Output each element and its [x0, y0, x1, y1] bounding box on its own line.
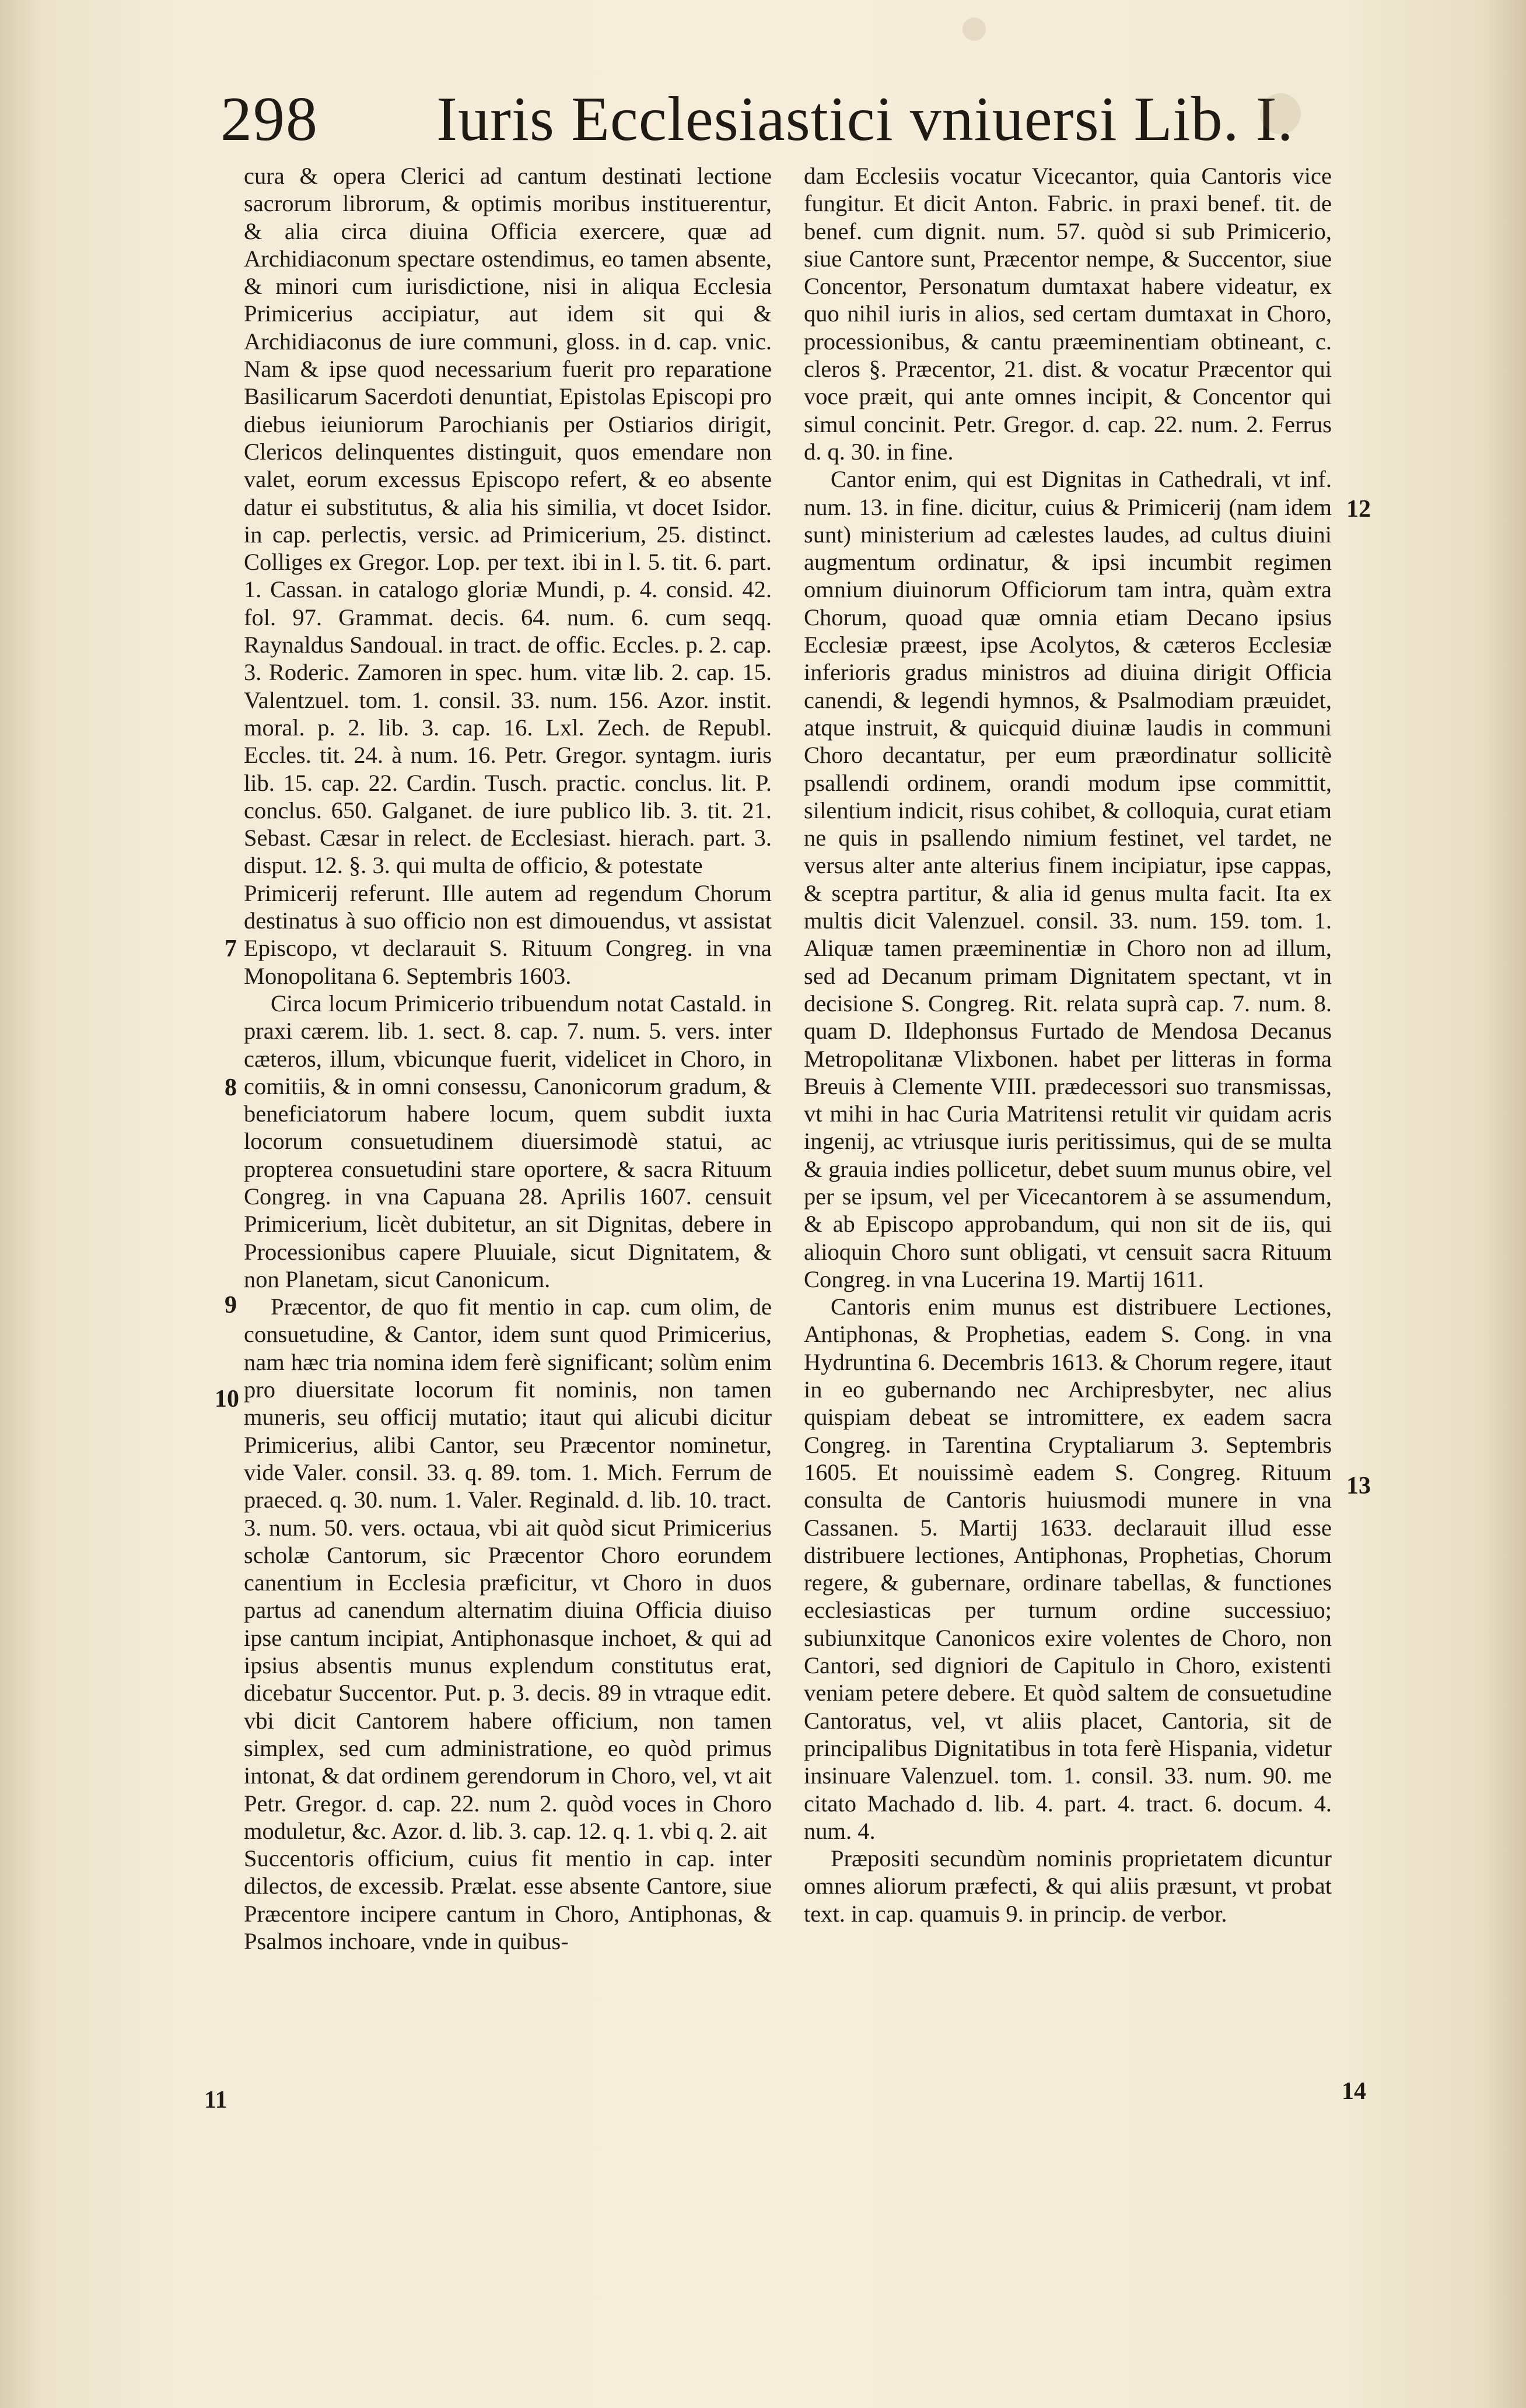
paragraph: cura & opera Clerici ad cantum destinati lectione sacrorum librorum, & optimis moribus instituerentur, & alia circa diuina Officia exercere, quæ ad Archidiaconum spectare ostendimus, eo tamen absente, & minori cum iurisdictione, nisi in aliqua Ecclesia Primicerius accipiatur, aut idem sit qui & Archidiaconus de iure communi, gloss. in d. cap. vnic. Nam & ipse quod necessarium fuerit pro reparatione Basilicarum Sacerdoti denuntiat, Epistolas Episcopi pro diebus ieiuniorum Parochianis per Ostiarios dirigit, Clericos delinquentes distinguit, quos emendare non valet, eorum excessus Episcopo refert, & eo absente datur ei substitutus, & alia his similia, vt docet Isidor. in cap. perlectis, versic. ad Primicerium, 25. distinct. Colliges ex Gregor. Lop. per text. ibi in l. 5. tit. 6. part. 1. Cassan. in catalogo gloriæ Mundi, p. 4. consid. 42. fol. 97. Grammat. decis. 64. num. 6. cum seqq. Raynaldus Sandoual. in tract. de offic. Eccles. p. 2. cap. 3. Roderic. Zamoren in spec. hum. vitæ lib. 2. cap. 15. Valentzuel. tom. 1. consil. 33. num. 156. Azor. instit. moral. p. 2. lib. 3. cap. 16. Lxl. Zech. de Republ. Eccles. tit. 24. à num. 16. Petr. Gregor. syntagm. iuris lib. 15. cap. 22. Cardin. Tusch. practic. conclus. lit. P. conclus. 650. Galganet. de iure publico lib. 3. tit. 21. Sebast. Cæsar in relect. de Ecclesiast. hierach. part. 3. disput. 12. §. 3. qui multa de officio, & potestate — [244, 163, 772, 879]
page-header — [220, 82, 1329, 157]
margin-number: 11 — [204, 2087, 228, 2113]
margin-number: 7 — [225, 935, 237, 962]
paragraph: Præpositi secundùm nominis proprietatem dicuntur omnes aliorum præfecti, & qui aliis præsunt, vt probat text. in cap. quamuis 9. in princip. de verbor. — [804, 1845, 1332, 1927]
margin-number: 8 — [225, 1074, 237, 1101]
paper-stain — [1260, 93, 1301, 134]
paragraph: Cantor enim, qui est Dignitas in Cathedrali, vt inf. num. 13. in fine. dicitur, cuius & Primicerij (nam idem sunt) ministerium ad cælestes laudes, ad cultus diuini augmentum ordinatur, & ipsi incumbit regimen omnium diuinorum Officiorum tam intra, quàm extra Chorum, quoad quæ omnia etiam Decano ipsius Ecclesiæ præest, ipse Acolytos, & cæteros Ecclesiæ inferioris gradus ministros ad diuina dirigit Officia canendi, & legendi hymnos, & Psalmodiam præuidet, atque instruit, & quicquid diuinæ laudis in communi Choro decantatur, per eum præordinatur sollicitè psallendi ordinem, orandi modum ipse committit, silentium indicit, risus cohibet, & colloquia, curat etiam ne quis in psallendo nimium festinet, vel tardet, ne versus alter ante alterius finem incipiatur, ipse cappas, & sceptra partitur, & alia id genus multa facit. Ita ex multis dicit Valenzuel. consil. 33. num. 159. tom. 1. Aliquæ tamen præeminentiæ in Choro non ad illum, sed ad Decanum primam Dignitatem spectant, vt in decisione S. Congreg. Rit. relata suprà cap. 7. num. 8. quam D. Ildephonsus Furtado de Mendosa Decanus Metropolitanæ Vlixbonen. habet per litteras in forma Breuis à Clemente VIII. prædecessori suo transmissas, vt mihi in hac Curia Matritensi retulit vir quidam acris ingenij, ac vtriusque iuris peritissimus, qui de se multa & grauia indies pollicetur, debet suum munus obire, vel per se ipsum, vel per Vicecantorem à se assumendum, & ab Episcopo approbandum, qui non sit de iis, qui alioquin Choro sunt obligati, vt censuit sacra Rituum Congreg. in vna Lucerina 19. Martij 1611. — [804, 466, 1332, 1292]
paragraph: Succentoris officium, cuius fit mentio in cap. inter dilectos, de excessib. Prælat. esse absente Cantore, siue Præcentore incipere cantum in Choro, Antiphonas, & Psalmos inchoare, vnde in quibus- — [244, 1845, 772, 1954]
paragraph: Cantoris enim munus est distribuere Lectiones, Antiphonas, & Prophetias, eadem S. Cong. in vna Hydruntina 6. Decembris 1613. & Chorum regere, itaut in eo gubernando nec Archipresbyter, nec alius quispiam debeat se intromittere, ex eadem sacra Congreg. in Tarentina Cryptaliarum 3. Septembris 1605. Et nouissimè eadem S. Congreg. Rituum consulta de Cantoris huiusmodi munere in vna Cassanen. 5. Martij 1633. declarauit illud esse distribuere lectiones, Antiphonas, Prophetias, Chorum regere, & gubernare, ordinare tabellas, & functiones ecclesiasticas per turnum ordine successiuo; subiunxitque Canonicos exire volentes de Choro, non Cantori, sed digniori de Capitulo in Choro, existenti veniam petere debere. Et quòd saltem de consuetudine Cantoratus, vel, vt aliis placet, Cantoria, sit de principalibus Dignitatibus in tota ferè Hispania, videtur insinuare Valenzuel. tom. 1. consil. 33. num. 90. me citato Machado d. lib. 4. part. 4. tract. 6. docum. 4. num. 4. — [804, 1294, 1332, 1844]
paragraph: dam Ecclesiis vocatur Vicecantor, quia Cantoris vice fungitur. Et dicit Anton. Fabric. in praxi benef. tit. de benef. cum dignit. num. 57. quòd si sub Primicerio, siue Cantore sunt, Præcentor nempe, & Succentor, siue Concentor, Personatum dumtaxat habere videatur, ex quo nihil iuris in alios, sed certam dumtaxat in Choro, processionibus, & cantu præeminentiam obtineant, c. cleros §. Præcentor, 21. dist. & vocatur Præcentor qui voce præit, qui ante omnes incipit, & Concentor qui simul concinit. Petr. Gregor. d. cap. 22. num. 2. Ferrus d. q. 30. in fine. — [804, 163, 1332, 465]
paragraph: Circa locum Primicerio tribuendum notat Castald. in praxi cærem. lib. 1. sect. 8. cap. 7. num. 5. vers. inter cæteros, illum, vbicunque fuerit, videlicet in Choro, in comitiis, & in omni consessu, Canonicorum gradum, & beneficiatorum habere locum, quem subdit iuxta locorum consuetudinem diuersimodè statui, ac propterea consuetudini stare oportere, & sacra Rituum Congreg. in vna Capuana 28. Aprilis 1607. censuit Primicerium, licèt dubitetur, an sit Dignitas, debere in Processionibus capere Pluuiale, sicut Dignitatem, & non Planetam, sicut Canonicum. — [244, 990, 772, 1292]
paper-stain — [963, 17, 986, 41]
running-title: Iuris Ecclesiastici vniuersi Lib. I. — [436, 85, 1294, 154]
paragraph: Primicerij referunt. Ille autem ad regendum Chorum destinatus à suo officio non est dimouendus, vt assistat Episcopo, vt declarauit S. Rituum Congreg. in vna Monopolitana 6. Septembris 1603. — [244, 879, 772, 989]
margin-number: 13 — [1346, 1473, 1371, 1499]
margin-number: 14 — [1342, 2078, 1366, 2105]
margin-number: 9 — [225, 1292, 237, 1319]
margin-number: 10 — [215, 1386, 239, 1412]
page-number: 298 — [220, 85, 318, 154]
left-column — [244, 162, 772, 1955]
paragraph: Præcentor, de quo fit mentio in cap. cum olim, de consuetudine, & Cantor, idem sunt quod Primicerius, nam hæc tria nomina idem ferè significant; solùm enim pro diuersitate locorum fit nominis, non tamen muneris, seu officij mutatio; itaut qui alicubi dicitur Primicerius, alibi Cantor, seu Præcentor nominetur, vide Valer. consil. 33. q. 89. tom. 1. Mich. Ferrum de praeced. q. 30. num. 1. Valer. Reginald. d. lib. 10. tract. 3. num. 50. vers. octaua, vbi ait quòd sicut Primicerius scholæ Cantorum, sic Præcentor Choro eorundem canentium in Ecclesia præficitur, vt Choro in duos partus ad canendum alternatim diuina Officia diuiso ipse cantum incipiat, Antiphonasque inchoet, & qui ad ipsius absentis munus explendum constitutus erat, dicebatur Succentor. Put. p. 3. decis. 89 in vtraque edit. vbi dicit Cantorem habere officium, non tamen simplex, sed cum administratione, eo quòd primus intonat, & dat ordinem gerendorum in Choro, vel, vt ait Petr. Gregor. d. cap. 22. num 2. quòd voces in Choro moduletur, &c. Azor. d. lib. 3. cap. 12. q. 1. vbi q. 2. ait — [244, 1294, 772, 1844]
margin-number: 12 — [1346, 496, 1371, 523]
right-column — [804, 162, 1332, 1927]
